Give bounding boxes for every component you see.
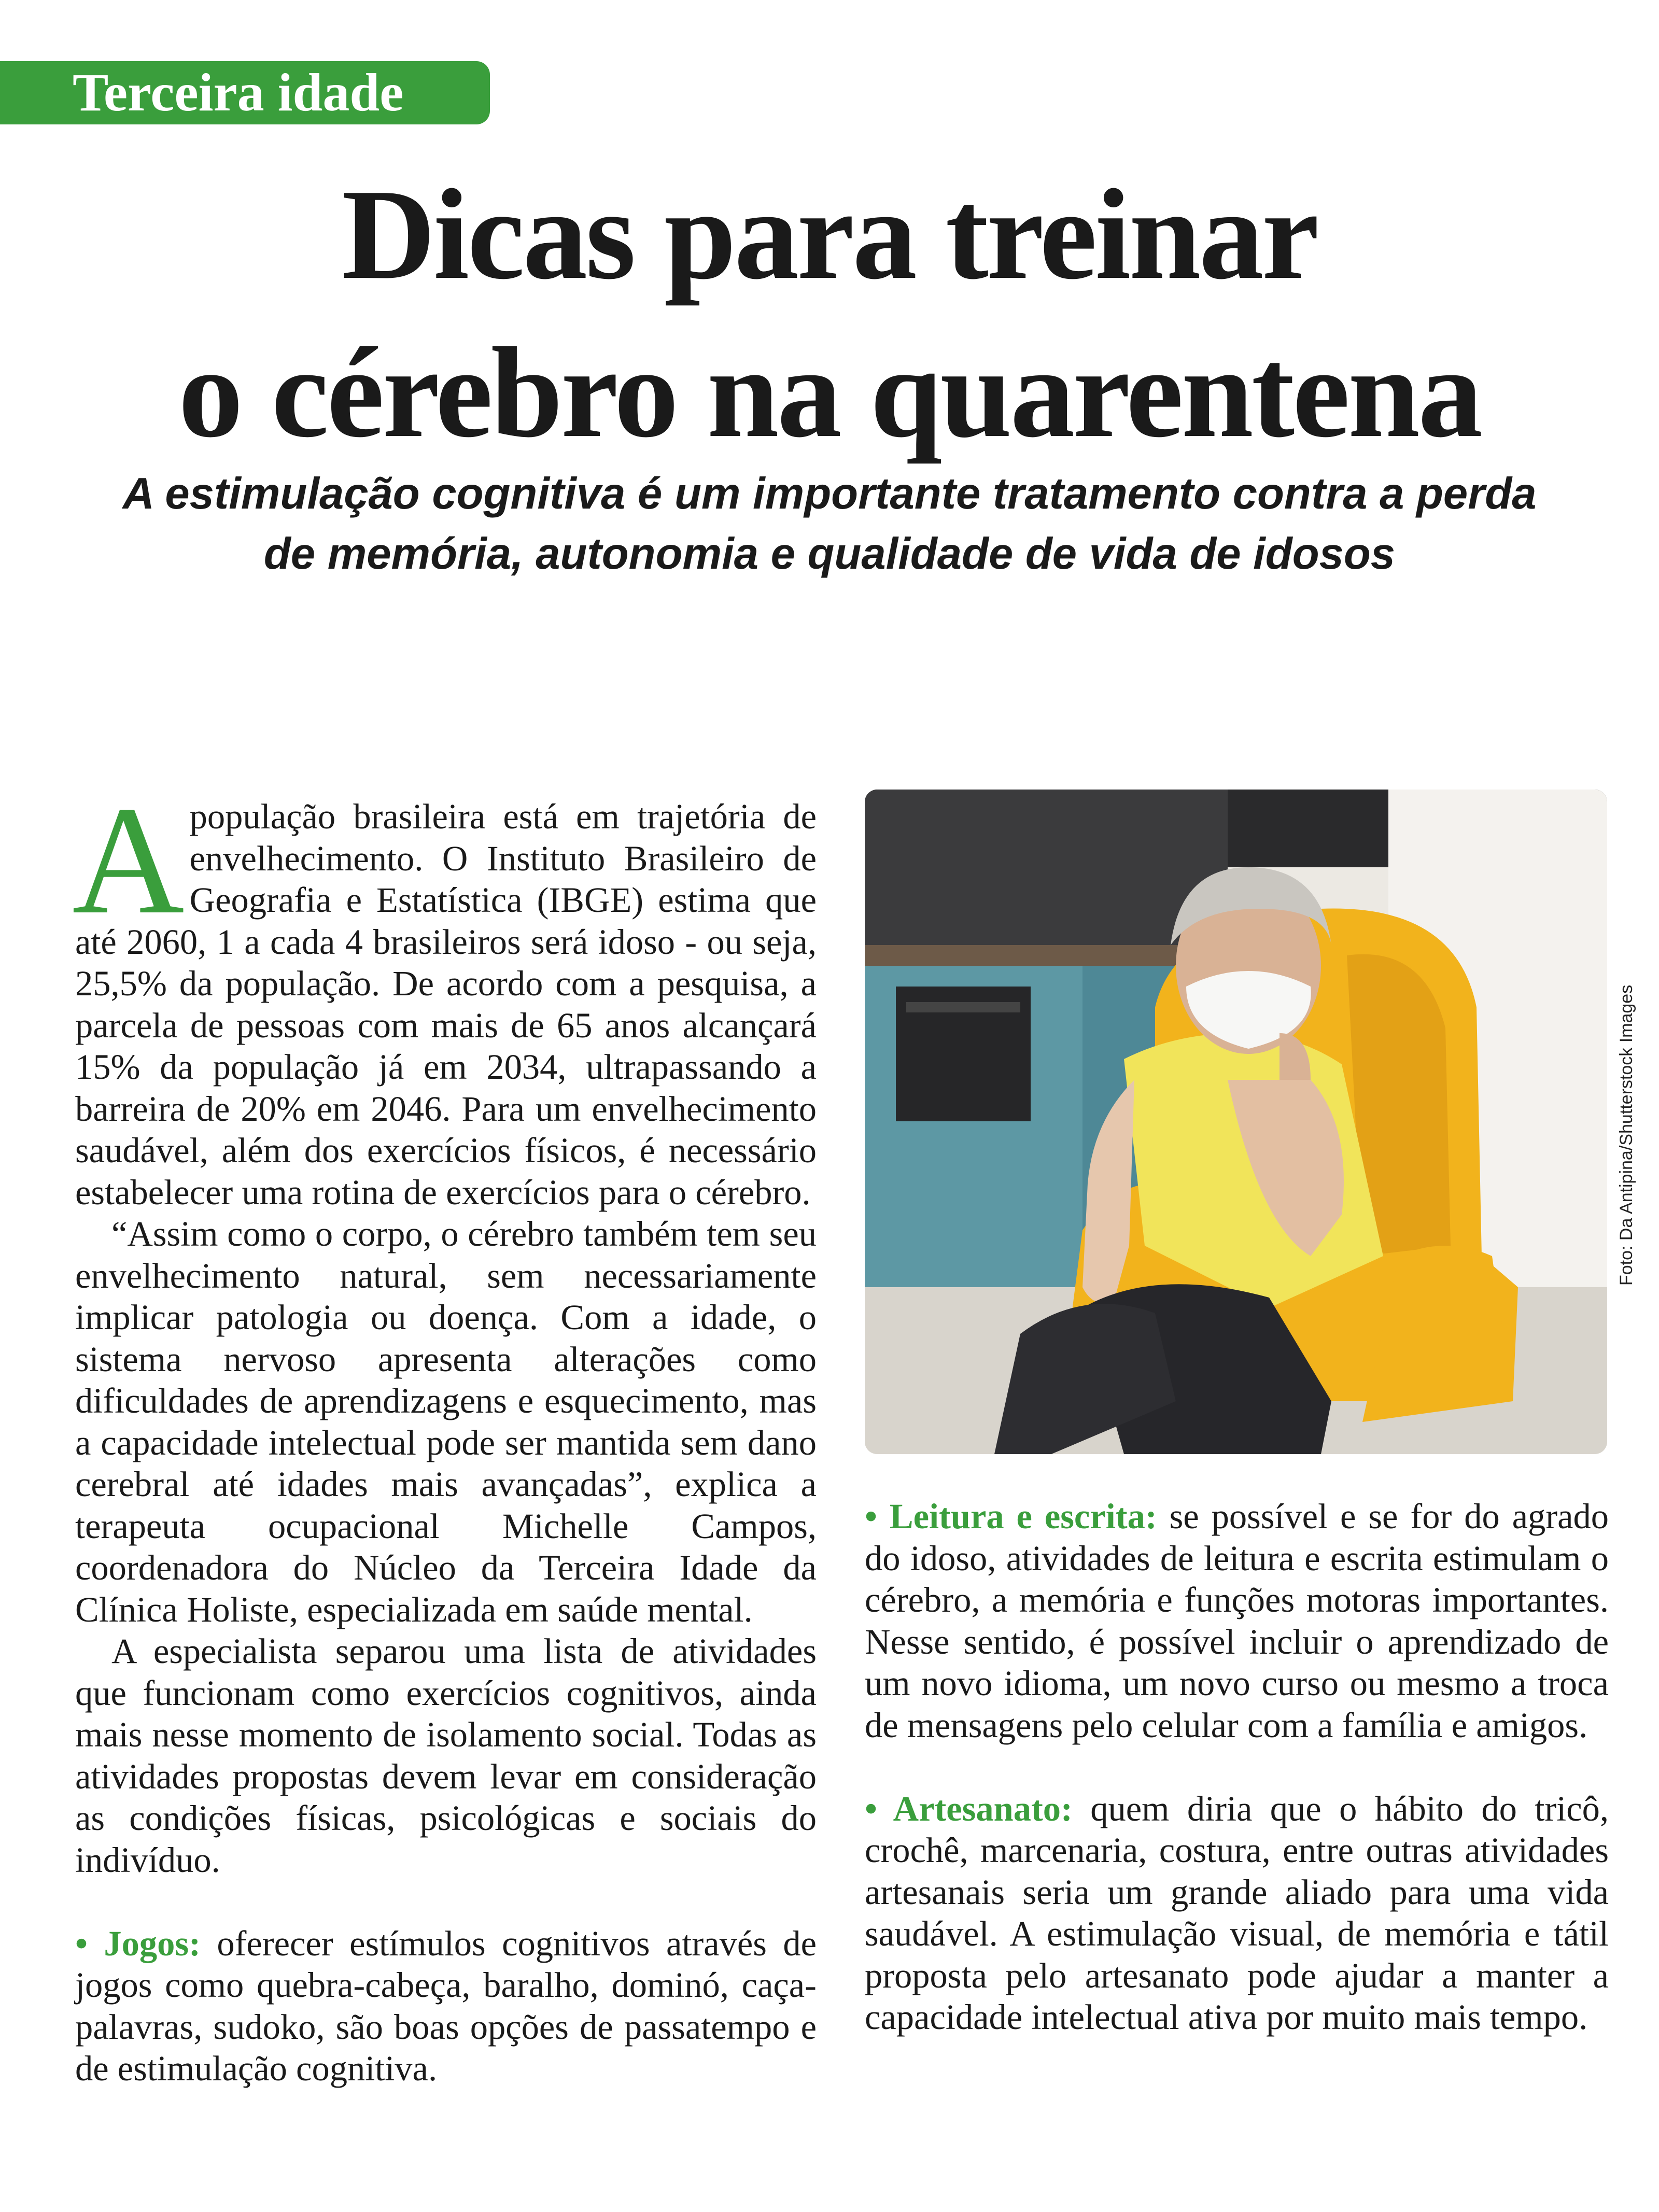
paragraph-intro <box>72 774 817 1213</box>
title-line-1: Dicas para treinar <box>342 163 1317 306</box>
list-item-games <box>75 1923 817 2090</box>
drop-cap: A <box>72 774 185 946</box>
title-line-2: o cérebro na quarentena <box>178 321 1481 464</box>
list-item-crafts <box>865 1788 1609 2038</box>
list-item-crafts-text: quem diria que o hábito do tricô, crochê, marcenaria, costura, entre outras atividades artesanais seria um grande aliado para uma vida saudável. A estimulação visual, de memória e tátil proposta pelo artesanato pode ajudar a manter a capacidade intelectual ativa por muito mais tempo. <box>865 1788 1609 2037</box>
article-photo <box>865 790 1607 1454</box>
list-item-reading-text: se possível e se for do agrado do idoso, atividades de leitura e escrita estimulam o cérebro, a memória e funções motoras importantes. Nesse sentido, é possível incluir o aprendizado de um novo idioma, um novo curso ou mesmo a troca de mensagens pelo celular com a família e amigos. <box>865 1497 1609 1745</box>
left-column <box>72 774 817 2090</box>
right-column <box>865 1496 1609 2038</box>
elderly-woman-in-armchair-illustration <box>865 790 1607 1454</box>
subtitle-line-2: de memória, autonomia e qualidade de vida de idosos <box>263 529 1396 579</box>
subtitle <box>0 464 1659 584</box>
list-item-reading <box>865 1496 1609 1746</box>
page-title <box>0 156 1659 472</box>
paragraph-intro-text: população brasileira está em trajetória de envelhecimento. O Instituto Brasileiro de Geografia e Estatística (IBGE) estima que até 2060, 1 a cada 4 brasileiros será idoso - ou seja, 25,5% da população. De acordo com a pesquisa, a parcela de pessoas com mais de 65 anos alcançará 15% da população já em 2034, ultrapassando a barreira de 20% em 2046. Para um envelhecimento saudável, além dos exercícios físicos, é necessário estabelecer uma rotina de exercícios para o cérebro. <box>75 797 817 1212</box>
list-item-reading-label: • Leitura e escrita: <box>865 1497 1157 1536</box>
photo-credit: Foto: Da Antipina/Shutterstock Images <box>1616 984 1636 1286</box>
subtitle-line-1: A estimulação cognitiva é um importante tratamento contra a perda <box>122 469 1537 518</box>
list-item-games-text: oferecer estímulos cognitivos através de jogos como quebra-cabeça, baralho, dominó, caça-palavras, sudoko, são boas opções de passatempo e de estimulação cognitiva. <box>75 1923 817 2088</box>
list-item-games-label: • Jogos: <box>75 1923 201 1963</box>
section-tag-label: Terceira idade <box>73 63 404 122</box>
list-item-crafts-label: • Artesanato: <box>865 1788 1073 1828</box>
section-tag <box>0 61 490 124</box>
paragraph-list-intro: A especialista separou uma lista de atividades que funcionam como exercícios cognitivos, ainda mais nesse momento de isolamento social. Todas as atividades propostas devem levar em consideração as condições físicas, psicológicas e sociais do indivíduo. <box>75 1631 817 1880</box>
paragraph-quote: “Assim como o corpo, o cérebro também tem seu envelhecimento natural, sem necessariamente implicar patologia ou doença. Com a idade, o sistema nervoso apresenta alterações como dificuldades de aprendizagens e esquecimento, mas a capacidade intelectual pode ser mantida sem dano cerebral até idades mais avançadas”, explica a terapeuta ocupacional Michelle Campos, coordenadora do Núcleo da Terceira Idade da Clínica Holiste, especializada em saúde mental. <box>75 1214 817 1629</box>
